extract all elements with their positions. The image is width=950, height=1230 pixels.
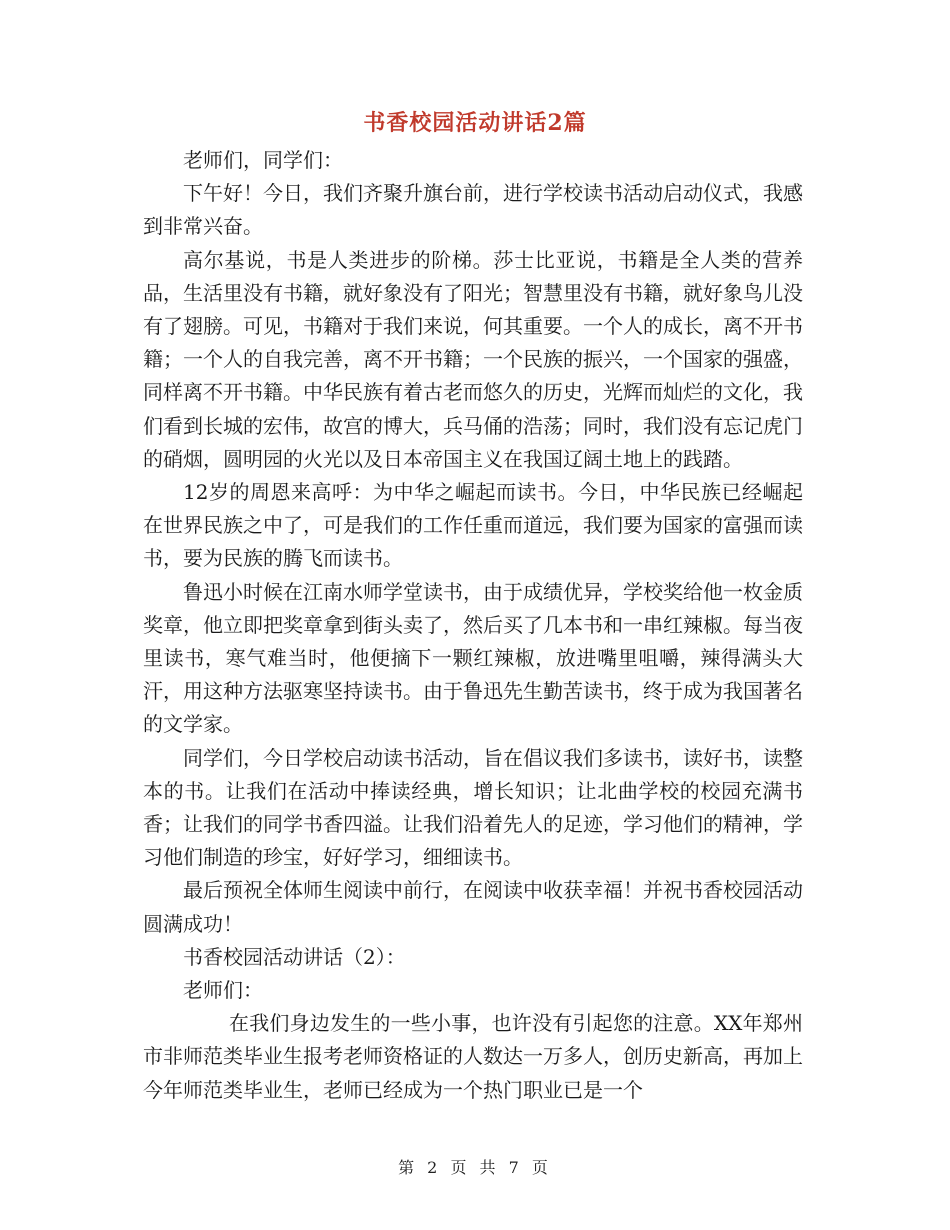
paragraph-opening: 下午好！今日，我们齐聚升旗台前，进行学校读书活动启动仪式，我感到非常兴奋。 xyxy=(143,181,803,239)
paragraph-second-speech: 在我们身边发生的一些小事，也许没有引起您的注意。XX年郑州市非师范类毕业生报考老师资格证的人数达一万多人，创历史新高，再加上今年师范类毕业生，老师已经成为一个热门职业已是一个 xyxy=(143,1011,803,1102)
paragraph-closing: 最后预祝全体师生阅读中前行，在阅读中收获幸福！并祝书香校园活动圆满成功！ xyxy=(143,878,803,936)
paragraph-call-to-action: 同学们，今日学校启动读书活动，旨在倡议我们多读书，读好书，读整本的书。让我们在活动中捧读经典，增长知识；让北曲学校的校园充满书香；让我们的同学书香四溢。让我们沿着先人的足迹，学习他们的精神，学习他们制造的珍宝，好好学习，细细读书。 xyxy=(143,745,803,870)
page-number: 第 2 页 共 7 页 xyxy=(398,1158,552,1177)
paragraph-greeting: 老师们，同学们： xyxy=(183,148,343,172)
paragraph-section-heading: 书香校园活动讲话（2）： xyxy=(183,944,406,969)
paragraph-lu-xun: 鲁迅小时候在江南水师学堂读书，由于成绩优异，学校奖给他一枚金质奖章，他立即把奖章拿到街头卖了，然后买了几本书和一串红辣椒。每当夜里读书，寒气难当时，他便摘下一颗红辣椒，放进嘴里咀嚼，辣得满头大汗，用这种方法驱寒坚持读书。由于鲁迅先生勤苦读书，终于成为我国著名的文学家。 xyxy=(143,579,803,737)
paragraph-zhou-enlai: 12岁的周恩来高呼：为中华之崛起而读书。今日，中华民族已经崛起在世界民族之中了，可是我们的工作任重而道远，我们要为国家的富强而读书，要为民族的腾飞而读书。 xyxy=(143,480,803,571)
paragraph-greeting-2: 老师们： xyxy=(183,978,263,1003)
paragraph-quotes: 高尔基说，书是人类进步的阶梯。莎士比亚说，书籍是全人类的营养品，生活里没有书籍，就好象没有了阳光；智慧里没有书籍，就好象鸟儿没有了翅膀。可见，书籍对于我们来说，何其重要。一个人的成长，离不开书籍；一个人的自我完善，离不开书籍；一个民族的振兴，一个国家的强盛，同样离不开书籍。中华民族有着古老而悠久的历史，光辉而灿烂的文化，我们看到长城的宏伟，故宫的博大，兵马俑的浩荡；同时，我们没有忘记虎门的硝烟，圆明园的火光以及日本帝国主义在我国辽阔土地上的践踏。 xyxy=(143,247,803,471)
document-body xyxy=(143,144,803,1107)
document-title: 书香校园活动讲话2篇 xyxy=(363,110,587,136)
